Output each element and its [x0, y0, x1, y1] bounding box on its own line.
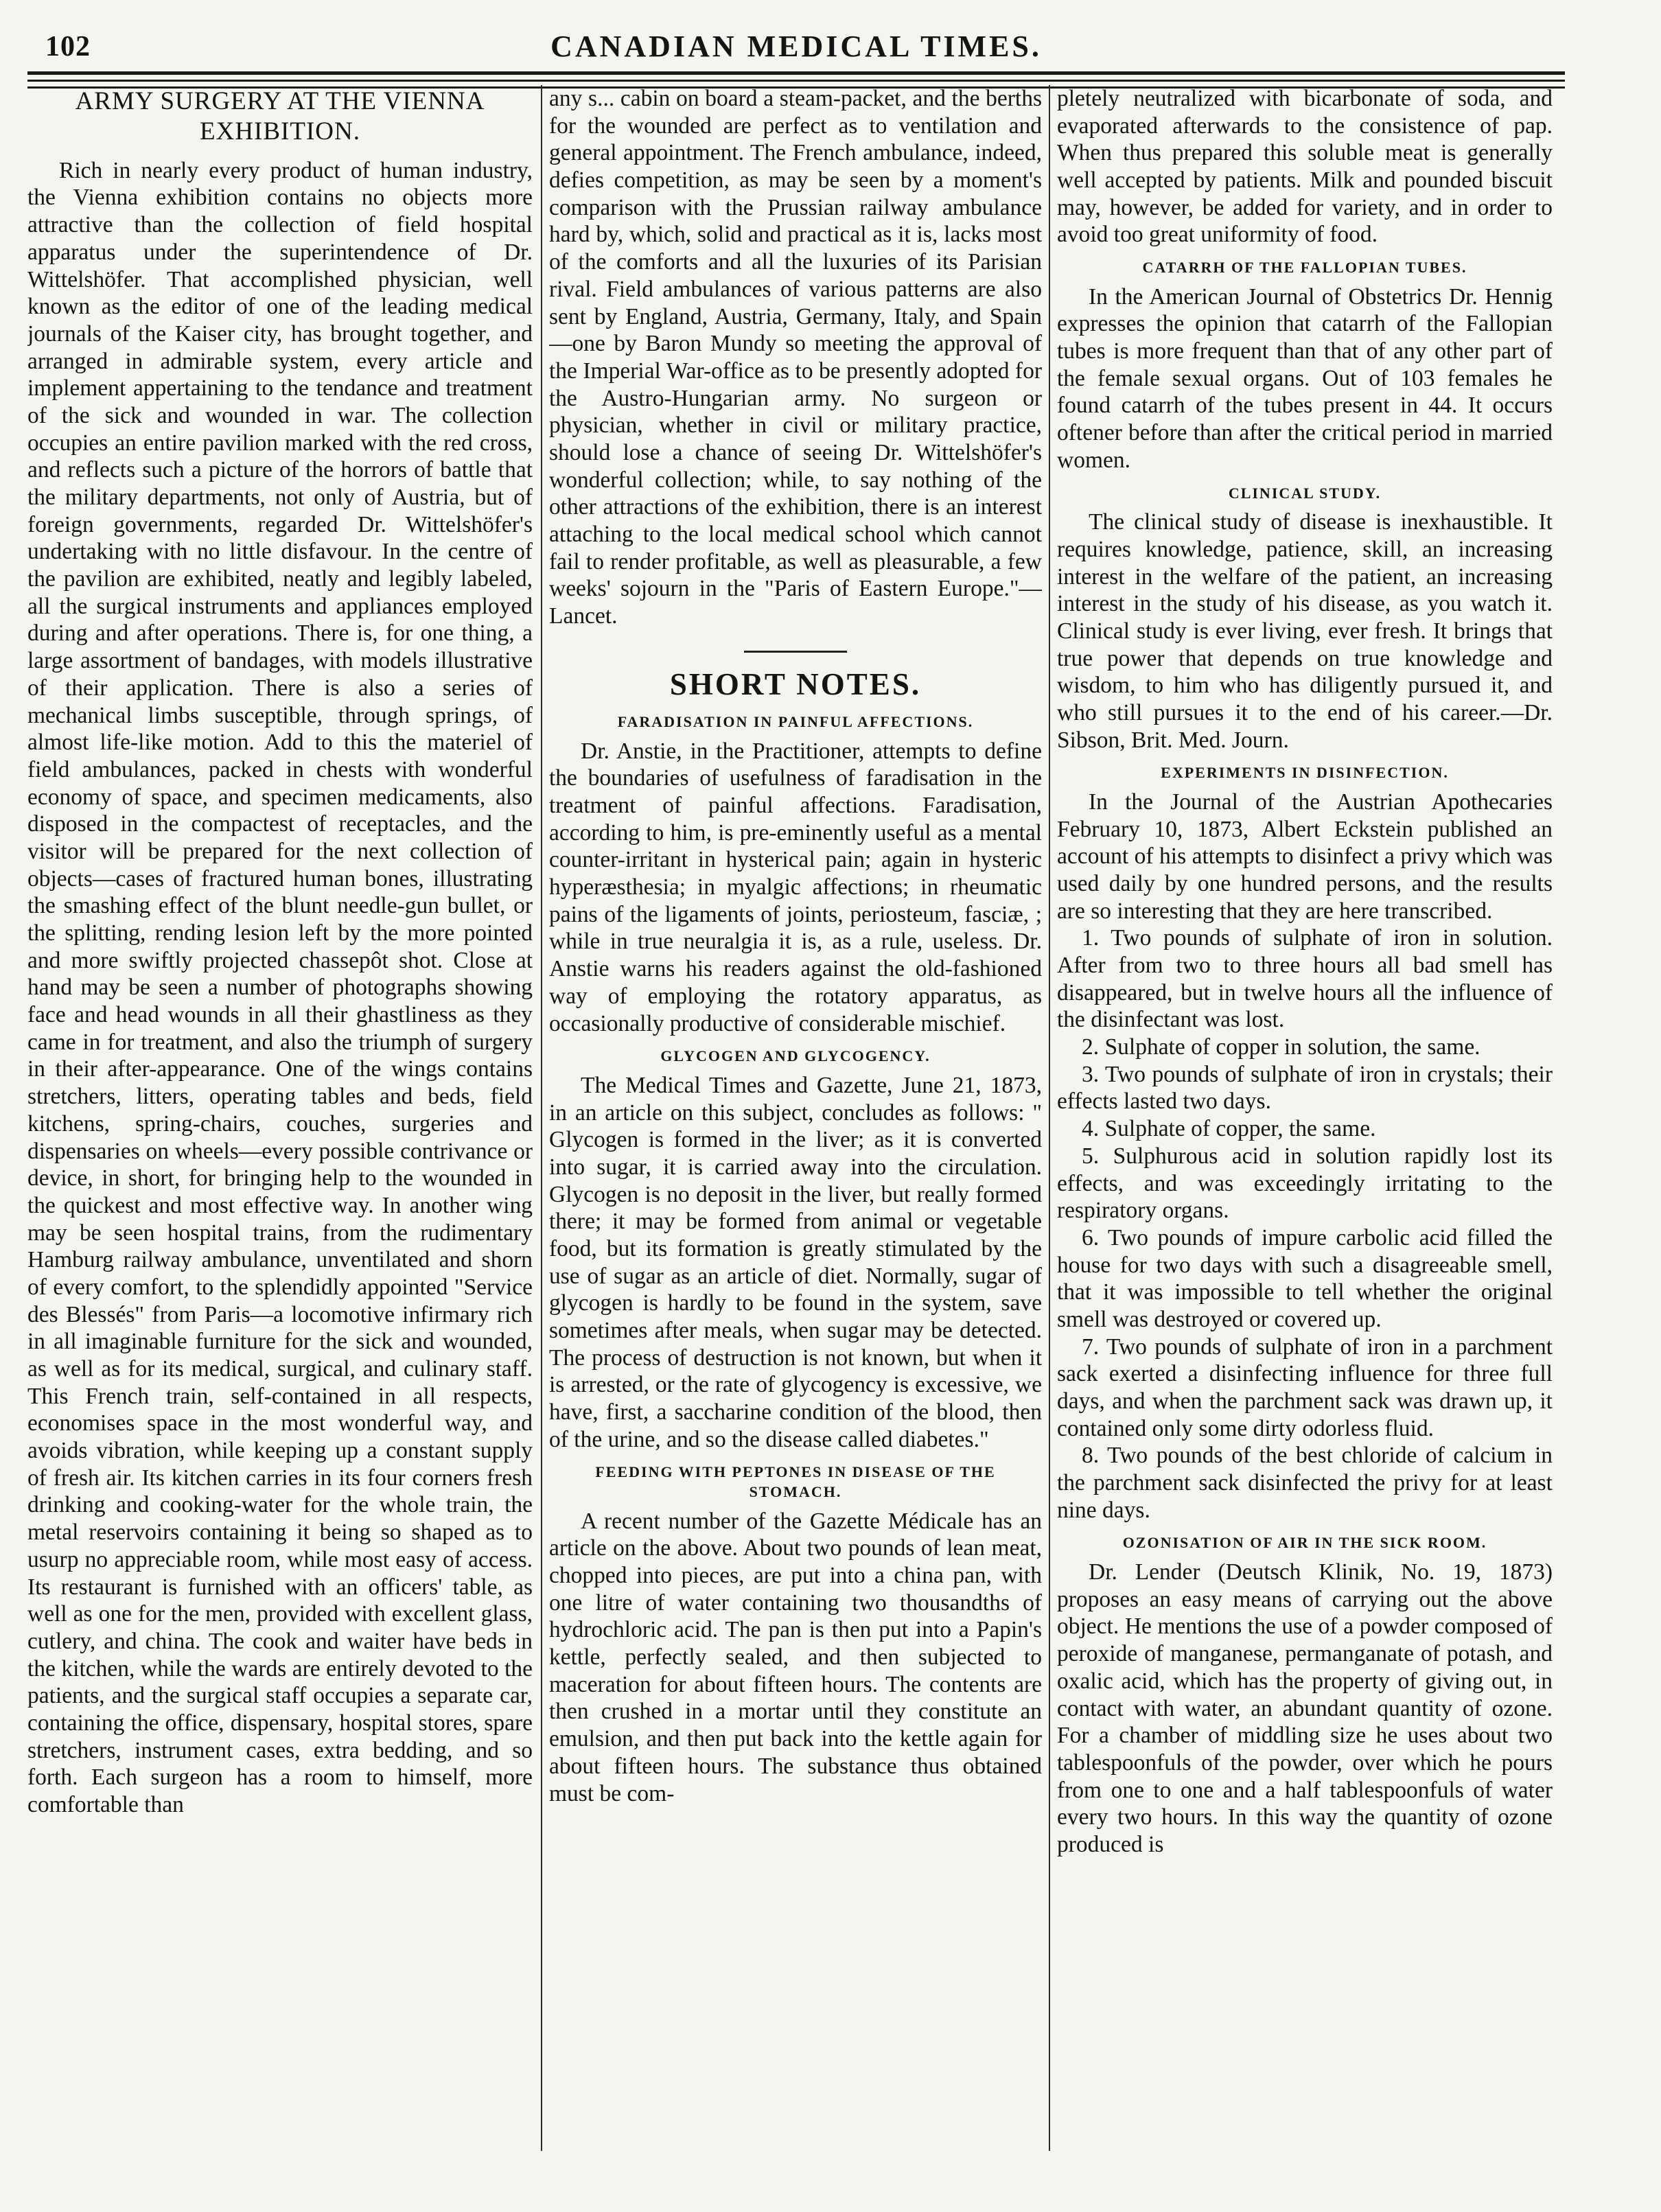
list-item: 6. Two pounds of impure carbolic acid filled the house for two days with such a disagreeable smell, that it was impossible to tell whether the original smell was destroyed or covered up.: [1057, 1224, 1553, 1332]
note-title: FEEDING WITH PEPTONES IN DISEASE OF THE STOMACH.: [595, 1463, 996, 1501]
article-title: ARMY SURGERY AT THE VIENNA EXHIBITION.: [75, 87, 485, 146]
section-rule: [744, 651, 847, 653]
journal-title: CANADIAN MEDICAL TIMES.: [550, 30, 1042, 63]
note-continuation: pletely neutralized with bicarbonate of soda, and evaporated afterwards to the consistence of pap. When thus prepared this soluble meat is generally well accepted by patients. Milk and pounded biscuit may, however, be added for variety, and in order to avoid too great uniformity of food.: [1057, 86, 1553, 248]
column-2: [549, 85, 1042, 2185]
note-text: Dr. Anstie, in the Practitioner, attempts to define the boundaries of usefulness of faradisation in the treatment of painful affections. Faradisation, according to him, is pre-eminently useful as a mental counter-irritant in hysterical pain; again in hysteric hyperæsthesia; in myalgic affections; in rheumatic pains of the ligaments of joints, periosteum, fasciæ, ; while in true neuralgia it is, as a rule, useless. Dr. Anstie warns his readers against the old-fashioned way of employing the rotatory apparatus, as occasionally productive of considerable mischief.: [549, 738, 1042, 1036]
column-1: [27, 85, 533, 2185]
note-title: FARADISATION IN PAINFUL AFFECTIONS.: [617, 713, 974, 731]
article-continuation: any s... cabin on board a steam-packet, and the berths for the wounded are perfect as to ventilation and general appointment. The French ambulance, indeed, defies competition, as may be seen by a moment's comparison with the Prussian railway ambulance hard by, which, solid and practical as it is, lacks most of the comforts and all the luxuries of its Parisian rival. Field ambulances of various patterns are also sent by England, Austria, Germany, Italy, and Spain—one by Baron Mundy so meeting the approval of the Imperial War-office as to be presently adopted for the Austro-Hungarian army. No surgeon or physician, whether in civil or military practice, should lose a chance of seeing Dr. Wittelshöfer's wonderful collection; while, to say nothing of the other attractions of the exhibition, there is an interest attaching to the local medical school which cannot fail to render profitable, as well as pleasurable, a few weeks' sojourn in the "Paris of Eastern Europe."—Lancet.: [549, 86, 1042, 629]
note-title: EXPERIMENTS IN DISINFECTION.: [1161, 764, 1449, 782]
note-text: The Medical Times and Gazette, June 21, 1873, in an article on this subject, concludes as follows: " Glycogen is formed in the liver; as it is converted into sugar, it is carried away into the circulation. Glycogen is no deposit in the liver, but really formed there; it may be formed from animal or vegetable food, but its formation is greatly stimulated by the use of sugar as an article of diet. Normally, sugar of glycogen is hardly to be found in the system, save sometimes after meals, when sugar may be detected. The process of destruction is not known, but when it is arrested, or the rate of glycogency is excessive, we have, first, a saccharine condition of the blood, then of the urine, and so the disease called diabetes.": [549, 1072, 1042, 1452]
note-title: GLYCOGEN AND GLYCOGENCY.: [660, 1047, 931, 1065]
header-rule: [27, 80, 1565, 82]
note-title: OZONISATION OF AIR IN THE SICK ROOM.: [1122, 1534, 1487, 1552]
header-rule: [27, 71, 1565, 75]
note-text: A recent number of the Gazette Médicale has an article on the above. About two pounds of lean meat, chopped into pieces, are put into a china pan, with one litre of water containing two thousandths of hydrochloric acid. The pan is then put into a Papin's kettle, perfectly sealed, and then subjected to maceration for about fifteen hours. The contents are then crushed in a mortar until they constitute an emulsion, and then put back into the kettle again for about fifteen hours. The substance thus obtained must be com-: [549, 1508, 1042, 1806]
note-text: In the Journal of the Austrian Apothecaries February 10, 1873, Albert Eckstein published an account of his attempts to disinfect a privy which was used daily by one hundred persons, and the results are so interesting that they are here transcribed.: [1057, 789, 1553, 924]
article-body: Rich in nearly every product of human industry, the Vienna exhibition contains no objects more attractive than the collection of field hospital apparatus under the superintendence of Dr. Wittelshöfer. That accomplished physician, well known as the editor of one of the leading medical journals of the Kaiser city, has brought together, and arranged in admirable system, every article and implement appertaining to the tendance and treatment of the sick and wounded in war. The collection occupies an entire pavilion marked with the red cross, and reflects such a picture of the horrors of battle that the military departments, not only of Austria, but of foreign governments, regarded Dr. Wittelshöfer's undertaking with no little disfavour. In the centre of the pavilion are exhibited, neatly and legibly labeled, all the surgical instruments and appliances employed during and after operations. There is, for one thing, a large assortment of bandages, with models illustrative of their application. There is also a series of mechanical limbs susceptible, through springs, of almost life-like motion. Add to this the materiel of field ambulances, packed in chests with wonderful economy of space, and specimen medicaments, also disposed in the compactest of receptacles, and the visitor will be prepared for the next collection of objects—cases of fractured human bones, illustrating the smashing effect of the blunt needle-gun bullet, or the splitting, rending lesion left by the more pointed and more swiftly projected chassepôt shot. Close at hand may be seen a number of photographs showing face and head wounds in all their ghastliness as they came in for treatment, and also the triumph of surgery in their after-appearance. One of the wings contains stretchers, litters, operating tables and beds, field kitchens, spring-chairs, couches, surgeries and dispensaries on wheels—every possible contrivance or device, in short, for bringing help to the wounded in the quickest and most effective way. In another wing may be seen hospital trains, from the rudimentary Hamburg railway ambulance, unventilated and shorn of every comfort, to the splendidly appointed "Service des Blessés" from Paris—a locomotive infirmary rich in all imaginable furniture for the sick and wounded, as well as for its medical, surgical, and culinary staff. This French train, self-contained in all respects, economises space in the most wonderful way, and avoids vibration, while keeping up a constant supply of fresh air. Its kitchen carries in its four corners fresh drinking and cooking-water for the whole train, the metal reservoirs containing it being so shaped as to usurp no appreciable room, while most easy of access. Its restaurant is furnished with an officers' table, as well as one for the men, provided with excellent glass, cutlery, and china. The cook and waiter have beds in the kitchen, while the wards are entirely devoted to the patients, and the surgical staff occupies a separate car, containing the office, dispensary, hospital stores, spare stretchers, instrument cases, extra bedding, and so forth. Each surgeon has a room to himself, more comfortable than: [27, 157, 533, 1818]
list-item: 4. Sulphate of copper, the same.: [1082, 1116, 1376, 1142]
note-text: In the American Journal of Obstetrics Dr. Hennig expresses the opinion that catarrh of the Fallopian tubes is more frequent than that of any other part of the female sexual organs. Out of 103 females he found catarrh of the tubes present in 44. It occurs oftener before than after the critical period in married women.: [1057, 283, 1553, 473]
list-item: 8. Two pounds of the best chloride of calcium in the parchment sack disinfected the privy for at least nine days.: [1057, 1443, 1553, 1523]
column-3: [1057, 85, 1553, 2185]
note-title: CATARRH OF THE FALLOPIAN TUBES.: [1142, 259, 1467, 277]
column-divider: [1049, 85, 1050, 2151]
experiment-list: [1057, 924, 1553, 1524]
list-item: 1. Two pounds of sulphate of iron in solution. After from two to three hours all bad smell has disappeared, but in twelve hours all the influence of the disinfectant was lost.: [1057, 925, 1553, 1033]
note-text: The clinical study of disease is inexhaustible. It requires knowledge, patience, skill, an increasing interest in the welfare of the patient, an increasing interest in the study of his disease, as you watch it. Clinical study is ever living, ever fresh. It brings that true power that depends on true knowledge and wisdom, to him who has diligently pursued it, and who still pursues it to the end of his career.—Dr. Sibson, Brit. Med. Journ.: [1057, 509, 1553, 753]
list-item: 5. Sulphurous acid in solution rapidly lost its effects, and was exceedingly irritating to the respiratory organs.: [1057, 1143, 1553, 1224]
column-divider: [541, 85, 542, 2151]
page-number: 102: [45, 31, 91, 62]
list-item: 7. Two pounds of sulphate of iron in a parchment sack exerted a disinfecting influence for three full days, and when the parchment sack was drawn up, it contained only some dirty odorless fluid.: [1057, 1334, 1553, 1441]
list-item: 2. Sulphate of copper in solution, the same.: [1082, 1034, 1480, 1060]
note-title: CLINICAL STUDY.: [1228, 484, 1382, 502]
masthead: [27, 16, 1565, 93]
note-text: Dr. Lender (Deutsch Klinik, No. 19, 1873) proposes an easy means of carrying out the above object. He mentions the use of a powder composed of peroxide of manganese, permanganate of potash, and oxalic acid, which has the property of giving out, in contact with water, an abundant quantity of ozone. For a chamber of middling size he uses about two tablespoonfuls of the powder, over which he pours from one to one and a half tablespoonfuls of water every two hours. In this way the quantity of ozone produced is: [1057, 1559, 1553, 1857]
section-title: SHORT NOTES.: [669, 666, 922, 701]
list-item: 3. Two pounds of sulphate of iron in crystals; their effects lasted two days.: [1057, 1061, 1553, 1115]
